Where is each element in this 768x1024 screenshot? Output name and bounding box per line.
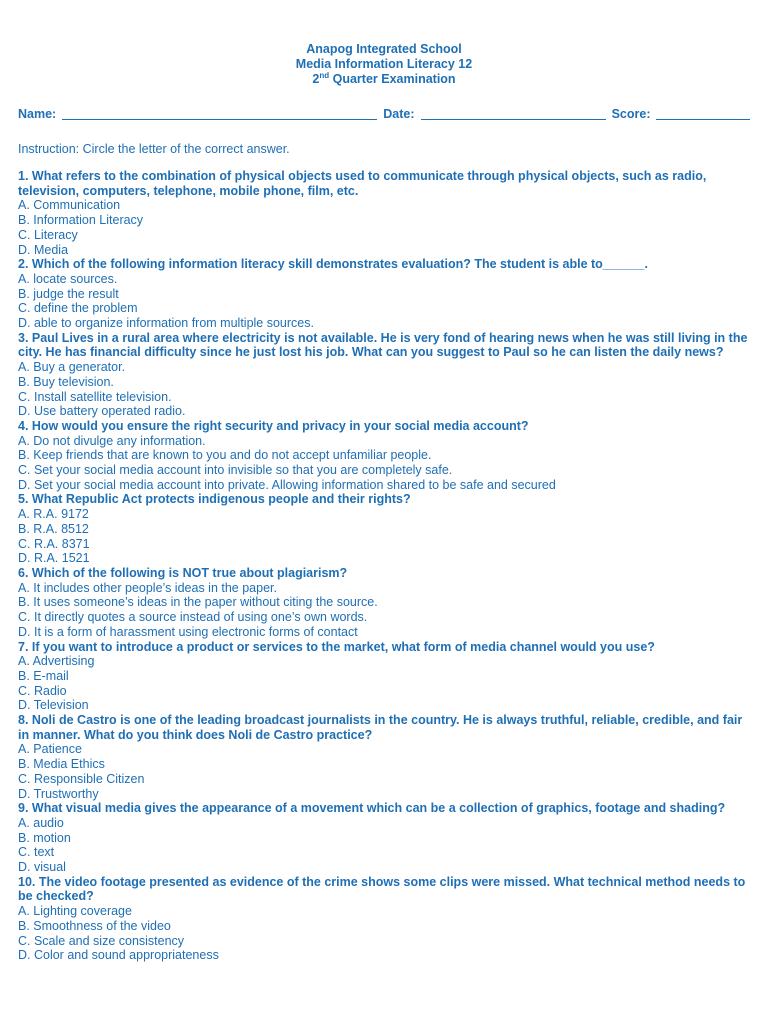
choice-a[interactable]: A. Buy a generator. — [18, 360, 126, 375]
choice-c[interactable]: C. Literacy — [18, 227, 78, 242]
choice-d[interactable]: D. Media — [18, 242, 69, 257]
choice-c[interactable]: C. Install satellite television. — [18, 389, 172, 404]
choice-d[interactable]: D. Television — [18, 698, 89, 713]
choice-c[interactable]: C. It directly quotes a source instead of using one’s own words. — [18, 610, 368, 625]
choice-c[interactable]: C. define the problem — [18, 301, 138, 316]
question-7 — [18, 640, 750, 714]
question-text: 1. What refers to the combination of physical objects used to communicate through physical objects, such as radio, television, computers, telephone, mobile phone, film, etc. — [18, 169, 707, 198]
school-name: Anapog Integrated School — [306, 42, 462, 56]
exam-header — [18, 42, 750, 87]
choice-b[interactable]: B. Keep friends that are known to you and do not accept unfamiliar people. — [18, 448, 432, 463]
quarter-rest: Quarter Examination — [329, 72, 456, 86]
question-3 — [18, 331, 750, 419]
question-9 — [18, 801, 750, 875]
question-text: 4. How would you ensure the right security and privacy in your social media account? — [18, 418, 529, 433]
quarter-suffix: nd — [319, 70, 330, 80]
name-label: Name: — [18, 107, 57, 121]
choice-a[interactable]: A. It includes other people’s ideas in the paper. — [18, 580, 277, 595]
choice-b[interactable]: B. E-mail — [18, 668, 69, 683]
question-5 — [18, 492, 750, 566]
name-blank[interactable] — [62, 107, 377, 120]
question-10 — [18, 875, 750, 963]
choice-d[interactable]: D. Set your social media account into private. Allowing information shared to be safe and secured — [18, 477, 556, 492]
question-text: 2. Which of the following information literacy skill demonstrates evaluation? The student is able to______. — [18, 257, 648, 272]
student-info-row — [18, 107, 750, 122]
question-text: 8. Noli de Castro is one of the leading broadcast journalists in the country. He is always truthful, reliable, credible, and fair in manner. What do you think does Noli de Castro practice? — [18, 713, 743, 742]
choice-a[interactable]: A. Lighting coverage — [18, 904, 132, 919]
choice-a[interactable]: A. locate sources. — [18, 271, 118, 286]
score-label: Score: — [611, 107, 651, 121]
choice-d[interactable]: D. able to organize information from multiple sources. — [18, 316, 314, 331]
question-8 — [18, 713, 750, 801]
choice-d[interactable]: D. R.A. 1521 — [18, 551, 90, 566]
choice-b[interactable]: B. R.A. 8512 — [18, 521, 89, 536]
quarter-number: 2 — [312, 72, 320, 86]
score-blank[interactable] — [656, 107, 750, 120]
question-6 — [18, 566, 750, 640]
choice-c[interactable]: C. Scale and size consistency — [18, 933, 185, 948]
choice-a[interactable]: A. Communication — [18, 198, 121, 213]
choice-b[interactable]: B. Smoothness of the video — [18, 918, 171, 933]
choice-d[interactable]: D. Trustworthy — [18, 786, 99, 801]
question-text: 9. What visual media gives the appearance of a movement which can be a collection of graphics, footage and shading? — [18, 801, 726, 816]
date-label: Date: — [383, 107, 415, 121]
question-1 — [18, 169, 750, 257]
question-4 — [18, 419, 750, 493]
choice-a[interactable]: A. Advertising — [18, 654, 95, 669]
date-blank[interactable] — [421, 107, 606, 120]
subject-name: Media Information Literacy 12 — [295, 57, 473, 71]
choice-d[interactable]: D. Use battery operated radio. — [18, 404, 186, 419]
choice-c[interactable]: C. R.A. 8371 — [18, 536, 90, 551]
choice-a[interactable]: A. R.A. 9172 — [18, 507, 89, 522]
choice-b[interactable]: B. motion — [18, 830, 71, 845]
instruction: Instruction: Circle the letter of the correct answer. — [18, 142, 290, 156]
question-text: 10. The video footage presented as evidence of the crime shows some clips were missed. What technical method needs to be checked? — [18, 874, 746, 904]
choice-d[interactable]: D. Color and sound appropriateness — [18, 948, 219, 963]
choice-c[interactable]: C. Radio — [18, 683, 67, 698]
choice-a[interactable]: A. Do not divulge any information. — [18, 433, 206, 448]
choice-a[interactable]: A. audio — [18, 815, 64, 830]
choice-a[interactable]: A. Patience — [18, 742, 82, 757]
choice-b[interactable]: B. judge the result — [18, 286, 119, 301]
question-2 — [18, 257, 750, 331]
choice-c[interactable]: C. Set your social media account into invisible so that you are completely safe. — [18, 463, 453, 478]
quarter-title — [18, 72, 750, 87]
choice-c[interactable]: C. text — [18, 845, 55, 860]
choice-c[interactable]: C. Responsible Citizen — [18, 771, 145, 786]
choice-b[interactable]: B. It uses someone’s ideas in the paper without citing the source. — [18, 595, 378, 610]
choice-d[interactable]: D. It is a form of harassment using electronic forms of contact — [18, 624, 358, 639]
question-list — [18, 169, 750, 963]
choice-b[interactable]: B. Information Literacy — [18, 213, 144, 228]
choice-b[interactable]: B. Media Ethics — [18, 757, 105, 772]
question-text: 5. What Republic Act protects indigenous people and their rights? — [18, 492, 411, 507]
choice-b[interactable]: B. Buy television. — [18, 374, 114, 389]
question-text: 7. If you want to introduce a product or services to the market, what form of media channel would you use? — [18, 639, 655, 654]
choice-d[interactable]: D. visual — [18, 860, 66, 875]
question-text: 6. Which of the following is NOT true about plagiarism? — [18, 565, 348, 580]
question-text: 3. Paul Lives in a rural area where electricity is not available. He is very fond of hearing news when he was still living in the city. He has financial difficulty since he just lost his job. What can you suggest to Paul so he can listen the daily news? — [18, 330, 748, 360]
